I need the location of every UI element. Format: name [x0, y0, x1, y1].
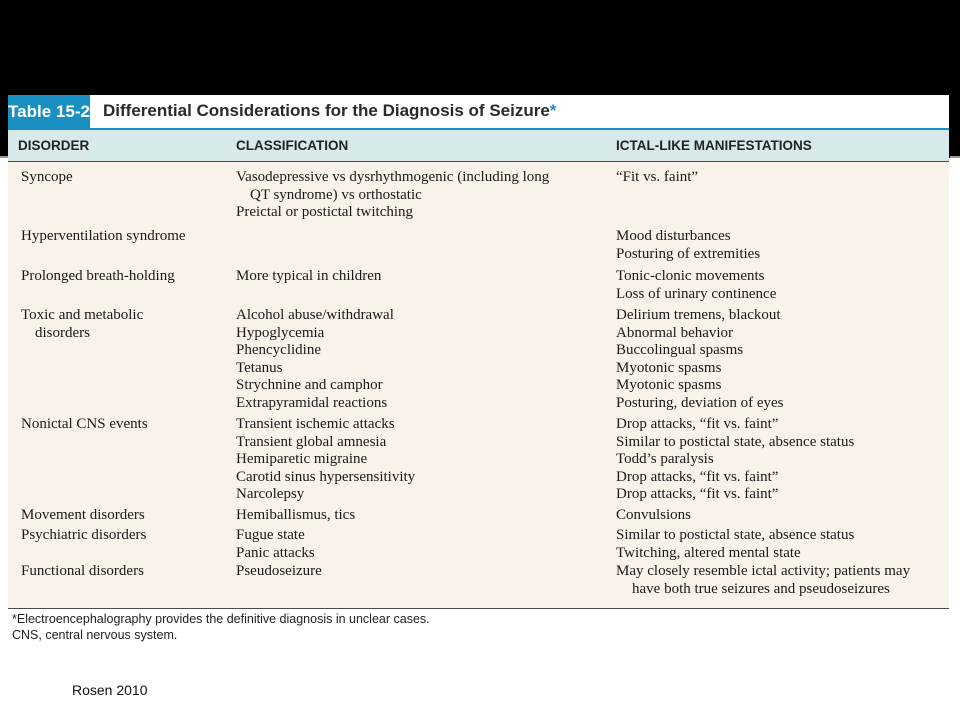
manifestation-cell	[616, 169, 698, 187]
table-title-text: Differential Considerations for the Diagnosis of Seizure	[103, 101, 550, 120]
cell-line: Strychnine and camphor	[236, 377, 383, 393]
table-figure	[8, 95, 949, 643]
classification-cell	[236, 268, 381, 286]
cell-line: Similar to postictal state, absence status	[616, 433, 855, 450]
disorder-cell	[21, 268, 175, 286]
cell-line: Movement disorders	[21, 507, 145, 523]
cell-line: Fugue state	[236, 527, 305, 543]
cell-line: Pseudoseizure	[236, 563, 322, 579]
cell-line: Posturing, deviation of eyes	[616, 394, 784, 411]
right-edge-tick	[950, 156, 960, 158]
cell-line: Extrapyramidal reactions	[236, 394, 388, 411]
table-title-bar	[8, 95, 949, 130]
cell-line: Convulsions	[616, 507, 692, 523]
table-title-footnote-mark: *	[549, 101, 557, 120]
table-header-row	[8, 130, 949, 162]
disorder-cell	[21, 563, 144, 581]
disorder-cell	[21, 527, 146, 545]
manifestation-cell	[616, 563, 910, 598]
cell-line: Drop attacks, “fit vs. faint”	[616, 416, 779, 432]
footnote-cns: CNS, central nervous system.	[12, 628, 178, 642]
disorder-cell	[21, 416, 148, 434]
cell-line: Vasodepressive vs dysrhythmogenic (including long	[236, 169, 550, 185]
cell-line: Todd’s paralysis	[616, 451, 714, 467]
cell-line: Toxic and metabolic	[21, 307, 144, 323]
cell-line: More typical in children	[236, 268, 382, 284]
classification-cell	[236, 563, 322, 581]
cell-line: Myotonic spasms	[616, 359, 722, 376]
disorder-cell	[21, 507, 145, 525]
manifestation-cell	[616, 416, 854, 504]
cell-line: Drop attacks, “fit vs. faint”	[616, 486, 779, 502]
cell-line: Tonic-clonic movements	[616, 268, 765, 284]
cell-line: Phencyclidine	[236, 342, 321, 358]
header-disorder: DISORDER	[18, 138, 90, 153]
cell-line: Hypoglycemia	[236, 324, 325, 341]
manifestation-cell	[616, 507, 691, 525]
manifestation-cell	[616, 307, 783, 412]
disorder-cell	[21, 228, 186, 246]
cell-line: Syncope	[21, 169, 73, 185]
cell-line: Functional disorders	[21, 563, 144, 579]
cell-line: Buccolingual spasms	[616, 342, 744, 358]
cell-line: Panic attacks	[236, 544, 315, 561]
classification-cell	[236, 307, 394, 412]
cell-line: Tetanus	[236, 359, 283, 376]
cell-line: Myotonic spasms	[616, 377, 722, 393]
cell-line: Similar to postictal state, absence status	[616, 527, 855, 543]
classification-cell	[236, 527, 315, 562]
cell-line: Nonictal CNS events	[21, 416, 148, 432]
footnote-eeg: *Electroencephalography provides the definitive diagnosis in unclear cases.	[12, 612, 430, 626]
cell-line: Transient global amnesia	[236, 433, 387, 450]
cell-line: Delirium tremens, blackout	[616, 307, 781, 323]
cell-line: Transient ischemic attacks	[236, 416, 395, 432]
cell-line: Carotid sinus hypersensitivity	[236, 468, 416, 485]
classification-cell	[236, 507, 355, 525]
table-body	[8, 162, 949, 609]
cell-line: Hyperventilation syndrome	[21, 228, 186, 244]
cell-line: QT syndrome) vs orthostatic	[250, 186, 422, 203]
cell-line: Psychiatric disorders	[21, 527, 147, 543]
cell-line: disorders	[35, 324, 90, 341]
disorder-cell	[21, 169, 73, 187]
source-credit: Rosen 2010	[72, 682, 148, 698]
cell-line: May closely resemble ictal activity; patients may	[616, 563, 911, 579]
table-footnotes	[12, 611, 430, 643]
cell-line: Preictal or postictal twitching	[236, 204, 414, 220]
table-number-tag: Table 15-2	[8, 95, 90, 128]
cell-line: Mood disturbances	[616, 228, 731, 244]
table-title	[103, 95, 556, 128]
cell-line: Hemiballismus, tics	[236, 507, 356, 523]
manifestation-cell	[616, 228, 760, 263]
cell-line: Abnormal behavior	[616, 324, 734, 341]
cell-line: Loss of urinary continence	[616, 285, 777, 302]
cell-line: Posturing of extremities	[616, 245, 761, 262]
manifestation-cell	[616, 268, 776, 303]
classification-cell	[236, 416, 415, 504]
cell-line: have both true seizures and pseudoseizures	[632, 580, 890, 597]
cell-line: Drop attacks, “fit vs. faint”	[616, 468, 779, 485]
header-classification: CLASSIFICATION	[236, 138, 349, 153]
cell-line: “Fit vs. faint”	[616, 169, 699, 185]
header-ictal-like-manifestations: ICTAL-LIKE MANIFESTATIONS	[616, 138, 812, 153]
cell-line: Twitching, altered mental state	[616, 544, 801, 561]
cell-line: Narcolepsy	[236, 486, 305, 502]
cell-line: Hemiparetic migraine	[236, 451, 368, 467]
disorder-cell	[21, 307, 143, 342]
manifestation-cell	[616, 527, 854, 562]
cell-line: Prolonged breath-holding	[21, 268, 175, 284]
cell-line: Alcohol abuse/withdrawal	[236, 307, 394, 323]
classification-cell	[236, 169, 549, 222]
